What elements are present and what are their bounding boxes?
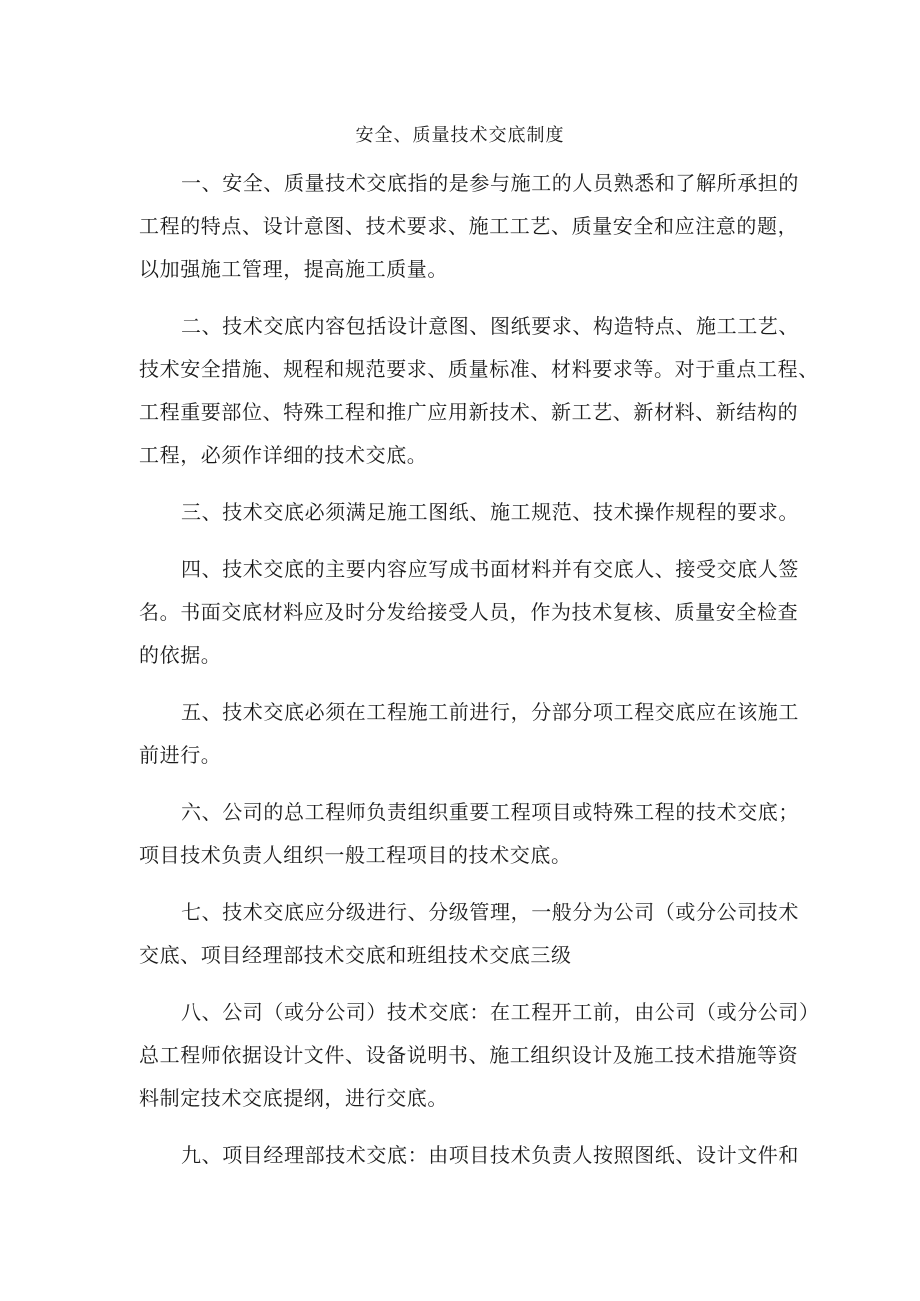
- page-title: 安全、质量技术交底制度: [355, 125, 565, 146]
- paragraph-line: 八、公司（或分公司）技术交底：在工程开工前，由公司（或分公司）: [181, 1000, 820, 1024]
- paragraph-line: 前进行。: [139, 743, 222, 767]
- paragraph-line: 四、技术交底的主要内容应写成书面材料并有交底人、接受交底人签: [181, 557, 799, 581]
- paragraph-2: [139, 305, 819, 477]
- paragraph-line: 二、技术交底内容包括设计意图、图纸要求、构造特点、施工工艺、: [181, 314, 799, 338]
- document-body: [139, 162, 820, 1191]
- paragraph-line: 名。书面交底材料应及时分发给接受人员，作为技术复核、质量安全检查: [139, 600, 799, 624]
- paragraph-3: [139, 491, 799, 534]
- paragraph-line: 五、技术交底必须在工程施工前进行，分部分项工程交底应在该施工: [181, 700, 799, 724]
- paragraph-5: [139, 691, 799, 777]
- paragraph-line: 技术安全措施、规程和规范要求、质量标准、材料要求等。对于重点工程、: [139, 357, 819, 381]
- paragraph-line: 工程重要部位、特殊工程和推广应用新技术、新工艺、新材料、新结构的: [139, 400, 799, 424]
- paragraph-1: [139, 162, 799, 291]
- paragraph-line: 三、技术交底必须满足施工图纸、施工规范、技术操作规程的要求。: [181, 500, 799, 524]
- paragraph-4: [139, 548, 799, 677]
- paragraph-line: 交底、项目经理部技术交底和班组技术交底三级: [139, 943, 572, 967]
- paragraph-line: 一、安全、质量技术交底指的是参与施工的人员熟悉和了解所承担的: [181, 171, 799, 195]
- paragraph-line: 项目技术负责人组织一般工程项目的技术交底。: [139, 843, 572, 867]
- paragraph-7: [139, 891, 799, 977]
- paragraph-line: 七、技术交底应分级进行、分级管理，一般分为公司（或分公司技术: [181, 900, 799, 924]
- paragraph-line: 总工程师依据设计文件、设备说明书、施工组织设计及施工技术措施等资: [139, 1043, 799, 1067]
- paragraph-6: [139, 791, 799, 877]
- paragraph-9: [139, 1134, 799, 1177]
- paragraph-line: 六、公司的总工程师负责组织重要工程项目或特殊工程的技术交底；: [181, 800, 799, 824]
- paragraph-line: 九、项目经理部技术交底：由项目技术负责人按照图纸、设计文件和: [181, 1143, 799, 1167]
- paragraph-line: 的依据。: [139, 643, 222, 667]
- paragraph-line: 以加强施工管理，提高施工质量。: [139, 257, 448, 281]
- paragraph-line: 料制定技术交底提纲，进行交底。: [139, 1086, 448, 1110]
- paragraph-8: [139, 991, 820, 1120]
- paragraph-line: 工程，必须作详细的技术交底。: [139, 443, 428, 467]
- paragraph-line: 工程的特点、设计意图、技术要求、施工工艺、质量安全和应注意的题，: [139, 214, 799, 238]
